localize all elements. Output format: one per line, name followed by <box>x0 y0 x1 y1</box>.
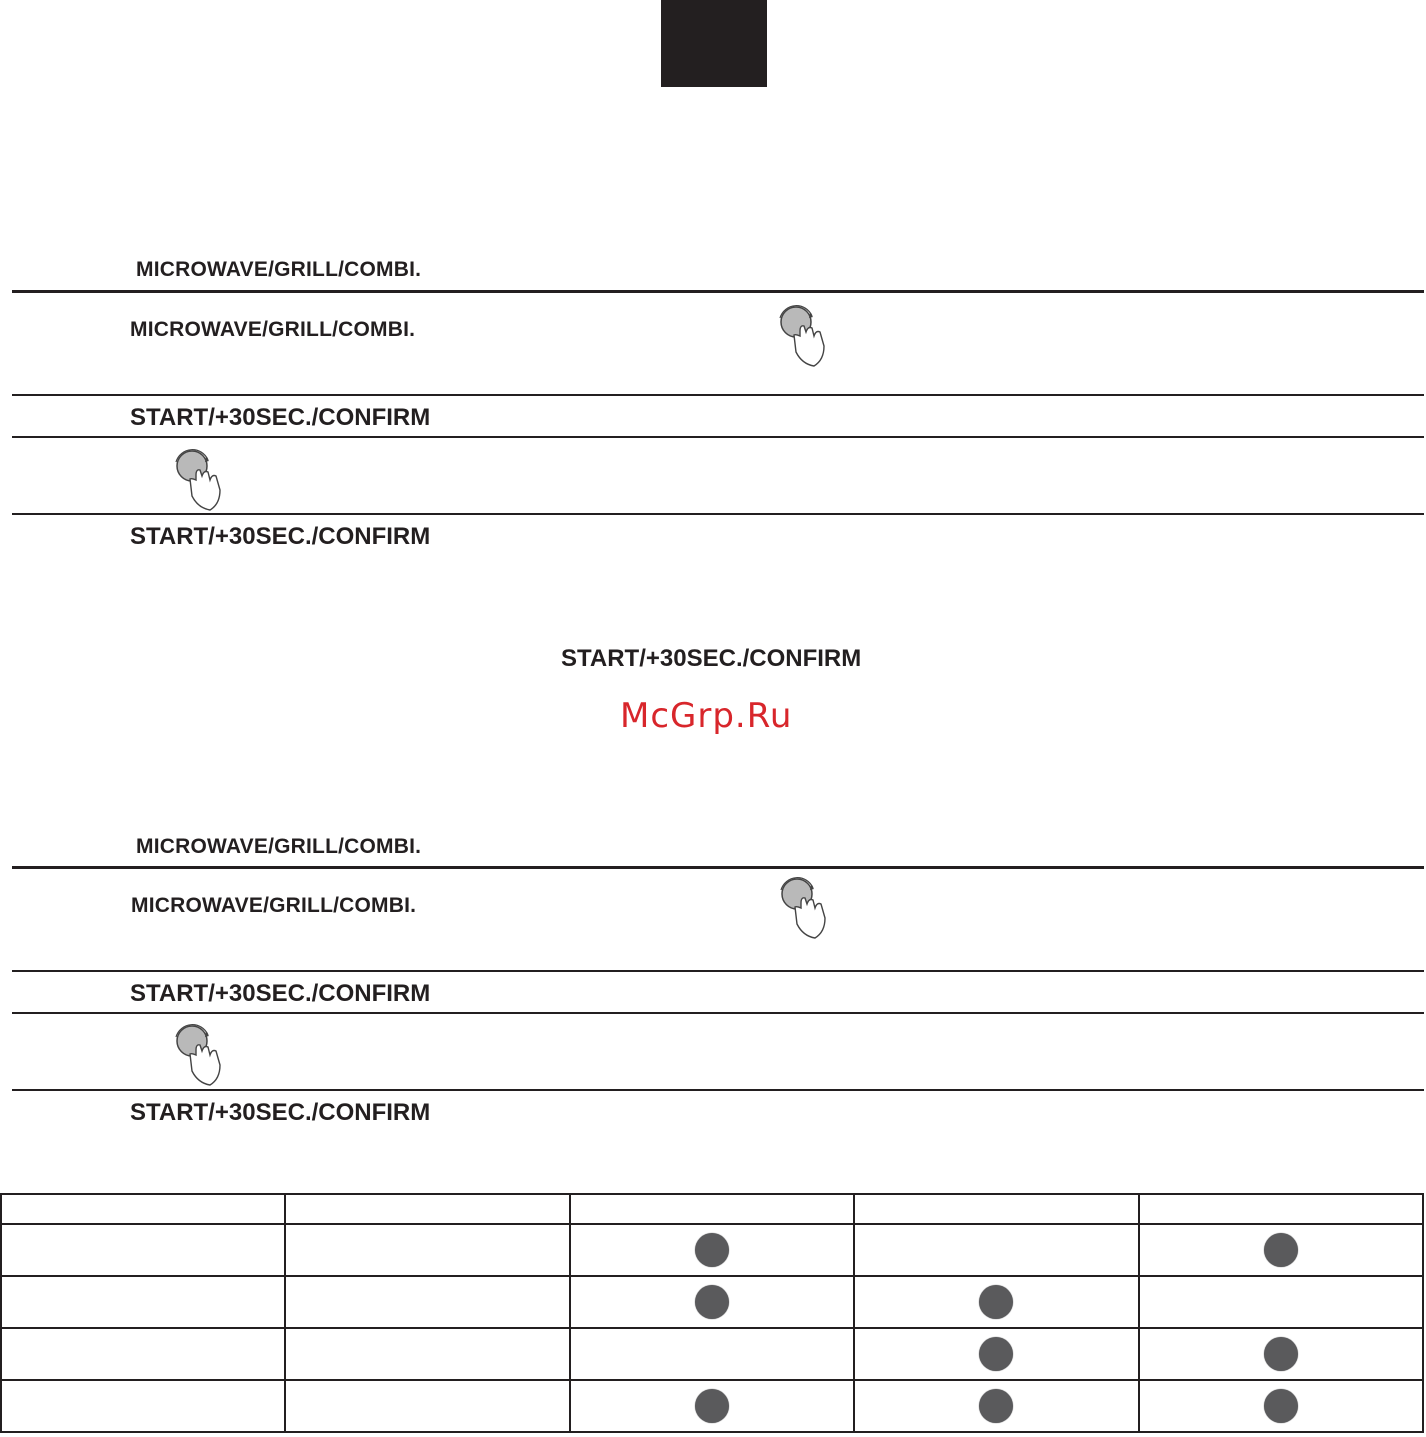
table-cell <box>570 1328 854 1380</box>
filled-dot-icon <box>695 1233 729 1267</box>
table-cell <box>285 1328 569 1380</box>
table-cell <box>285 1276 569 1328</box>
table-cell <box>1139 1380 1423 1432</box>
section-2-step-2-label: START/+30SEC./CONFIRM <box>130 980 431 1007</box>
function-table <box>0 1193 1424 1433</box>
section-2-step-1-label: MICROWAVE/GRILL/COMBI. <box>131 894 417 917</box>
table-cell <box>854 1328 1138 1380</box>
table-cell <box>1139 1328 1423 1380</box>
filled-dot-icon <box>695 1285 729 1319</box>
rotary-knob-hand-icon <box>775 872 829 942</box>
section-2-rule-top <box>12 866 1424 869</box>
section-1-step-1-label: MICROWAVE/GRILL/COMBI. <box>130 318 416 341</box>
table-header-cell <box>570 1194 854 1224</box>
table-cell <box>570 1224 854 1276</box>
table-cell <box>285 1380 569 1432</box>
rotary-knob-hand-icon <box>170 444 224 514</box>
filled-dot-icon <box>979 1389 1013 1423</box>
table-row-label-cell <box>1 1224 285 1276</box>
table-cell <box>854 1380 1138 1432</box>
section-2-step-4-label: START/+30SEC./CONFIRM <box>130 1099 431 1126</box>
note-label: START/+30SEC./CONFIRM <box>561 645 862 672</box>
table-header-cell <box>1139 1194 1423 1224</box>
table-header-cell <box>1 1194 285 1224</box>
table-row-label-cell <box>1 1276 285 1328</box>
table-row-label-cell <box>1 1328 285 1380</box>
section-2-heading: MICROWAVE/GRILL/COMBI. <box>136 835 422 858</box>
filled-dot-icon <box>979 1285 1013 1319</box>
table-row-label-cell <box>1 1380 285 1432</box>
table-cell <box>1139 1224 1423 1276</box>
section-2-rule-2 <box>12 970 1424 972</box>
table-row <box>1 1224 1423 1276</box>
section-1-heading: MICROWAVE/GRILL/COMBI. <box>136 258 422 281</box>
watermark-text: McGrp.Ru <box>620 696 793 736</box>
table-cell <box>854 1224 1138 1276</box>
section-2-rule-3 <box>12 1012 1424 1014</box>
section-1-step-2-label: START/+30SEC./CONFIRM <box>130 404 431 431</box>
section-1-rule-2 <box>12 394 1424 396</box>
table-cell <box>570 1380 854 1432</box>
section-2-rule-4 <box>12 1089 1424 1091</box>
page-tab-marker <box>661 0 767 87</box>
filled-dot-icon <box>1264 1233 1298 1267</box>
table-cell <box>285 1224 569 1276</box>
table-cell <box>570 1276 854 1328</box>
section-1-rule-4 <box>12 513 1424 515</box>
section-1-rule-3 <box>12 436 1424 438</box>
filled-dot-icon <box>695 1389 729 1423</box>
table-row <box>1 1328 1423 1380</box>
table-row <box>1 1380 1423 1432</box>
table-row <box>1 1276 1423 1328</box>
rotary-knob-hand-icon <box>774 300 828 370</box>
section-1-step-4-label: START/+30SEC./CONFIRM <box>130 523 431 550</box>
table-cell <box>854 1276 1138 1328</box>
section-1-rule-top <box>12 290 1424 293</box>
filled-dot-icon <box>1264 1337 1298 1371</box>
table-header-cell <box>854 1194 1138 1224</box>
table-header-row <box>1 1194 1423 1224</box>
rotary-knob-hand-icon <box>170 1019 224 1089</box>
table-header-cell <box>285 1194 569 1224</box>
filled-dot-icon <box>1264 1389 1298 1423</box>
filled-dot-icon <box>979 1337 1013 1371</box>
table-cell <box>1139 1276 1423 1328</box>
